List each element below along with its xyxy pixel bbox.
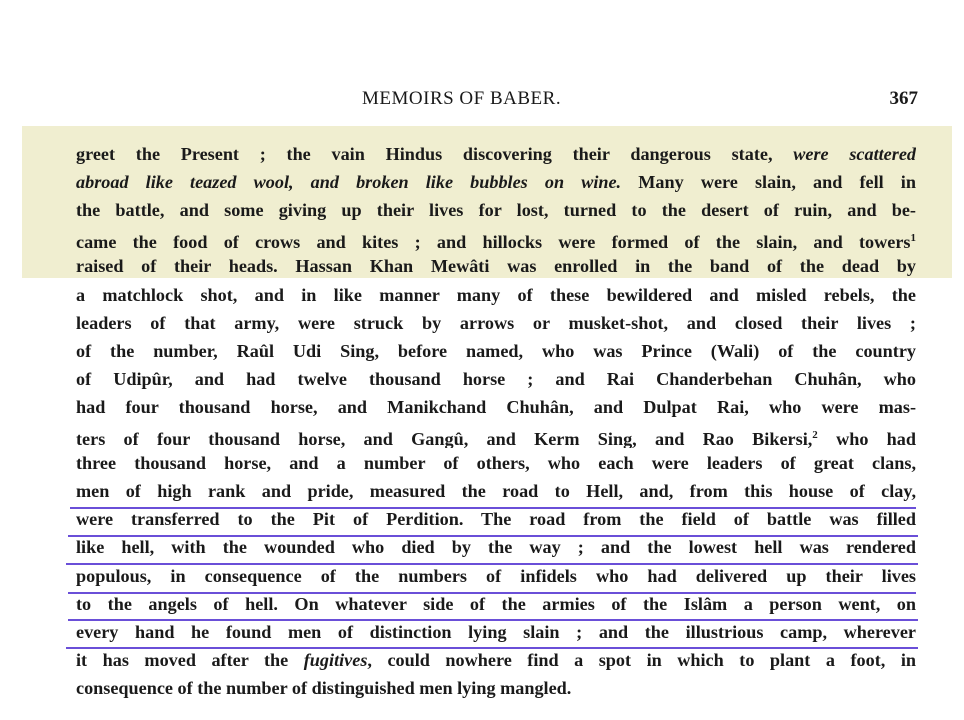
- text-segment: every hand he found men of distinction lying slain ; and the illustrious camp, wherever: [76, 621, 916, 642]
- text-line: [76, 619, 916, 645]
- text-segment: ters of four thousand horse, and Gangû, and Kerm Sing, and Rao Bikersi,: [76, 429, 813, 448]
- text-segment: had four thousand horse, and Manikchand Chuhân, and Dulpat Rai, who were mas-: [76, 396, 916, 417]
- text-line: [76, 310, 916, 336]
- running-header: [362, 88, 918, 114]
- italic-segment: fugitives: [303, 649, 368, 670]
- text-line: [76, 169, 916, 195]
- text-line: [76, 253, 916, 279]
- text-line: [76, 366, 916, 392]
- text-segment: to the angels of hell. On whatever side of the armies of the Islâm a person went, on: [76, 593, 916, 614]
- pen-underline: [66, 647, 918, 649]
- text-segment: men of high rank and pride, measured the road to Hell, and, from this house of clay,: [76, 481, 916, 502]
- pen-underline: [68, 619, 918, 621]
- text-segment: of Udipûr, and had twelve thousand horse ; and Rai Chanderbehan Chuhân, who: [76, 368, 916, 389]
- text-line: [76, 534, 916, 560]
- italic-segment: were scattered: [793, 144, 916, 164]
- text-segment: Many were slain, and fell in: [621, 172, 916, 193]
- text-segment: a matchlock shot, and in like manner many of these bewildered and misled rebels, the: [76, 284, 916, 305]
- page-number: 367: [889, 88, 918, 109]
- text-segment: leaders of that army, were struck by arrows or musket-shot, and closed their lives ;: [76, 312, 916, 333]
- pen-underline: [66, 563, 918, 565]
- text-line: [76, 450, 916, 476]
- text-segment: consequence of the number of distinguished men lying mangled.: [76, 677, 572, 698]
- text-segment: populous, in consequence of the numbers of infidels who had delivered up their lives: [76, 565, 916, 586]
- text-segment: who had: [817, 429, 916, 448]
- text-segment: were transferred to the Pit of Perdition. The road from the field of battle was filled: [76, 509, 916, 530]
- text-segment: , could nowhere find a spot in which to plant a foot, in: [367, 649, 916, 670]
- footnote-marker: 1: [910, 232, 916, 245]
- pen-underline: [68, 592, 916, 594]
- text-segment: three thousand horse, and a number of others, who each were leaders of great clans,: [76, 453, 916, 474]
- text-line: [76, 225, 916, 251]
- running-title: MEMOIRS OF BABER.: [362, 88, 562, 109]
- text-segment: of the number, Raûl Udi Sing, before named, who was Prince (Wali) of the country: [76, 340, 916, 361]
- text-line: [76, 141, 916, 167]
- text-line: [76, 282, 916, 308]
- text-segment: came the food of crows and kites ; and hillocks were formed of the slain, and towers: [76, 232, 911, 252]
- text-line: [76, 197, 916, 223]
- text-segment: greet the Present ; the vain Hindus discovering their dangerous state,: [76, 144, 794, 164]
- text-line: [76, 647, 916, 673]
- text-line: [76, 478, 916, 504]
- italic-segment: abroad like teazed wool, and broken like bubbles on wine.: [76, 172, 622, 193]
- text-line: [76, 506, 916, 532]
- pen-underline: [70, 507, 916, 509]
- text-segment: like hell, with the wounded who died by the way ; and the lowest hell was rendered: [76, 537, 916, 558]
- text-line: [76, 675, 916, 701]
- pen-underline: [68, 535, 918, 537]
- text-line: [76, 422, 916, 448]
- text-segment: it has moved after the: [76, 649, 304, 670]
- text-line: [76, 591, 916, 617]
- text-segment: raised of their heads. Hassan Khan Mewâti was enrolled in the band of the dead by: [76, 256, 916, 277]
- text-line: [76, 394, 916, 420]
- text-line: [76, 563, 916, 589]
- text-line: [76, 338, 916, 364]
- text-segment: the battle, and some giving up their lives for lost, turned to the desert of ruin, and be-: [76, 200, 916, 221]
- footnote-marker: 2: [812, 429, 818, 441]
